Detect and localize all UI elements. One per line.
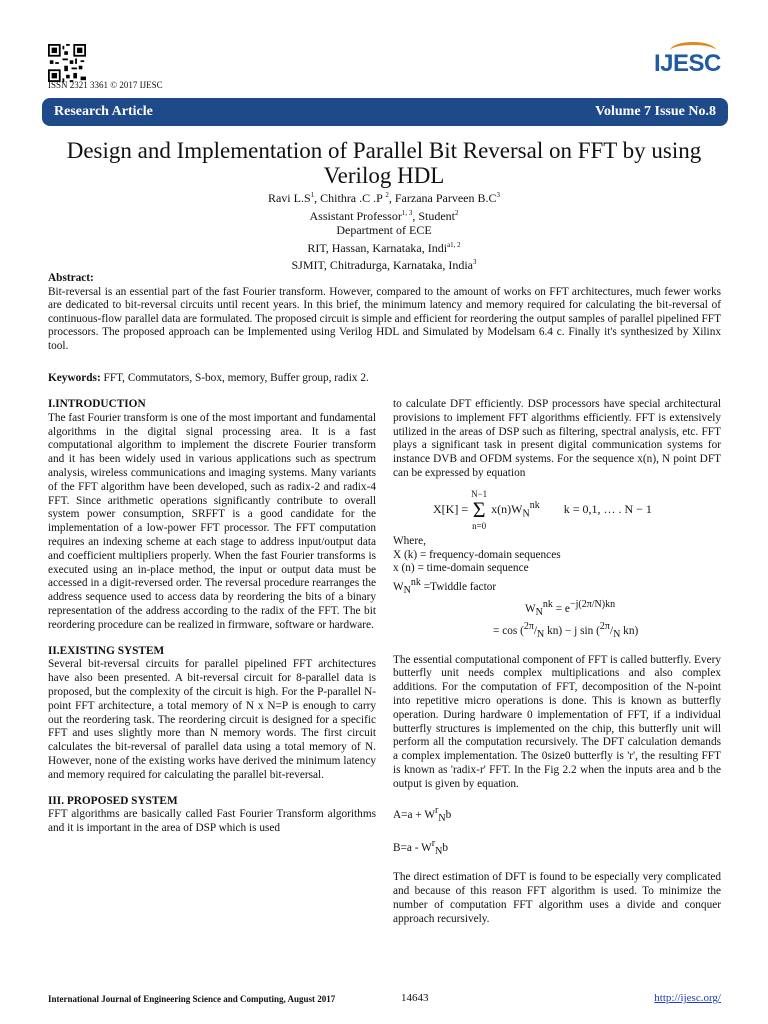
right-paragraph-3: The direct estimation of DFT is found to be especially very complicated and because of this reason FFT algorithm is used. To minimize the number of computation FFT algorithm uses a divide and conquer approach recursively.: [393, 871, 721, 925]
keywords: [48, 372, 721, 384]
department: Department of ECE: [336, 223, 432, 238]
issn-line: ISSN 2321 3361 © 2017 IJESC: [48, 80, 163, 90]
section-heading-proposed: III. PROPOSED SYSTEM: [48, 794, 178, 807]
equation-a: $A=a + W^r_Nb$: [393, 804, 452, 824]
proposed-paragraph: FFT algorithms are basically called Fast Fourier Transform algorithms and it is important in the area of DSP which is used: [48, 808, 376, 835]
article-type: Research Article: [54, 104, 153, 119]
dft-equation: X[K] = N−1 Σ n=0 $x(n)W_N^{nk}$ k = 0,1, … . N − 1: [433, 488, 652, 531]
volume-info: Volume 7 Issue No.8: [595, 104, 716, 119]
header-banner: [42, 98, 728, 126]
abstract: [48, 272, 721, 354]
where-label: Where,: [393, 534, 426, 547]
abstract-text: Bit-reversal is an essential part of the fast Fourier transform. However, compared to the amount of works on FFT architectures, much fewer works are dedicated to bit-reversal circuits until recent years. In this brief, the minimum latency and memory required for calculating the bit-reversal of continuous-flow parallel data are formulated. The proposed circuit is simple and efficient for reordering the output samples of parallel pipelined FFT processors. The proposed approach can be Implemented using Verilog HDL and Simulated by Modelsam 6.4 c. Finally it's synthesized by Xilinx tool.: [48, 285, 721, 352]
abstract-label: Abstract:: [48, 272, 94, 284]
section-heading-existing: II.EXISTING SYSTEM: [48, 644, 165, 657]
role-line: Assistant Professor$^{1, 3}$, Student$^2$: [309, 208, 459, 223]
left-column: [48, 398, 376, 836]
page-number: 14643: [401, 992, 429, 1004]
keywords-label: Keywords:: [48, 372, 101, 384]
author-block: [200, 188, 568, 273]
right-paragraph-2: The essential computational component of FFT is called butterfly. Every butterfly unit needs complex multiplications and also complex additions. For the computation of FFT, decomposition of the N-point into repetitive micro operations is done. This is known as butterfly operation. During hardware 0 implementation of FFT, if a individual butterfly structures is implemented on the chip, this butterfly unit will perform all the computation recursively. The DFT calculation demands a complex implementation. The 0size0 butterfly is 'r', the resulting FFT is known as 'radix-r' FFT. In the Fig 2.2 when the inputs area and b the output is given by equation.: [393, 653, 721, 790]
keywords-text: FFT, Commutators, S-box, memory, Buffer group, radix 2.: [103, 372, 369, 384]
equation-b: $B=a - W^r_Nb$: [393, 838, 449, 858]
section-heading-intro: I.INTRODUCTION: [48, 398, 146, 410]
twiddle-equation-1: $W_N^{nk} = e^{-j(2\pi/N)kn}$: [525, 598, 616, 618]
twiddle-equation-2: = $\cos (^{2\pi}/_N$ kn) − j $\sin (^{2\pi}/_N$ kn): [493, 620, 639, 640]
intro-paragraph: The fast Fourier transform is one of the most important and fundamental algorithms in the digital signal processing area. It is a fast computational algorithm to implement the discrete Fourier transform and it has been widely used in various applications such as spectrum analysis, wireless communications and imaging systems. Many variants of the FFT algorithm have been developed, such as radix-2 and radix-4 FFT. Since arithmetic operations significantly contribute to overall system power consumption, SRFFT is a good candidate for the implementation of a low-power FFT processor. The FFT computation requires an indexing scheme at each stage to address input/output data and coefficient multipliers properly. When the fast Fourier transforms is executed using an in-place method, the input or output data must be accessed in a digit-reversed order. The reversal procedure rearranges the address sequence used to access data by reordering the bits of a binary representation of the address according to the radix of the FFT. The bit reordering procedure can be realized in firmware, software or hardware.: [48, 411, 376, 631]
affiliation-2: SJMIT, Chitradurga, Karnataka, India$^3$: [291, 258, 477, 273]
paper-title: Design and Implementation of Parallel Bit Reversal on FFT by using Verilog HDL: [66, 138, 702, 188]
authors-line: Ravi $L.S^1$, Chithra .C .P $^2$, Farzana Parveen $B.C^3$: [267, 191, 501, 205]
affiliation-1: RIT, Hassan, Karnataka, Indi$^{a1, 2}$: [307, 240, 461, 255]
definition-twiddle: $W_N^{nk}$ =Twiddle factor: [393, 577, 497, 597]
definition-freq: X (k) = frequency-domain sequences: [393, 548, 561, 561]
journal-logo: IJESC: [654, 50, 721, 77]
footer-journal: International Journal of Engineering Science and Computing, August 2017: [48, 994, 336, 1004]
right-column: [393, 398, 721, 926]
definition-time: x (n) = time-domain sequence: [393, 562, 529, 575]
existing-paragraph: Several bit-reversal circuits for parallel pipelined FFT architectures have also been presented. A bit-reversal circuit for 8-parallel data is proposed, but the complexity of the circuit is high. For the P-parallel N-point FFT architecture, a total memory of N x N=P is enough to carry out the reordering task. The reordering circuit is designed for a specific FFT and uses slightly more than N memory words. The first circuit calculates the bit-reversal of parallel data using a total memory of N. However, none of the existing works have derived the minimum latency and memory required for calculating the parallel bit-reversal.: [48, 658, 376, 781]
right-paragraph-1: to calculate DFT efficiently. DSP processors have special architectural provisions to implement FFT algorithms efficiently. FFT is extensively utilized in the areas of DSP such as filtering, spectral analysis, etc. FFT plays a significant task in present digital communication systems for instance DVB and OFDM systems. For the sequence x(n), N point DFT can be expressed by equation: [393, 398, 721, 479]
qr-code-icon: [48, 44, 86, 82]
journal-link[interactable]: http://ijesc.org/: [654, 992, 721, 1004]
